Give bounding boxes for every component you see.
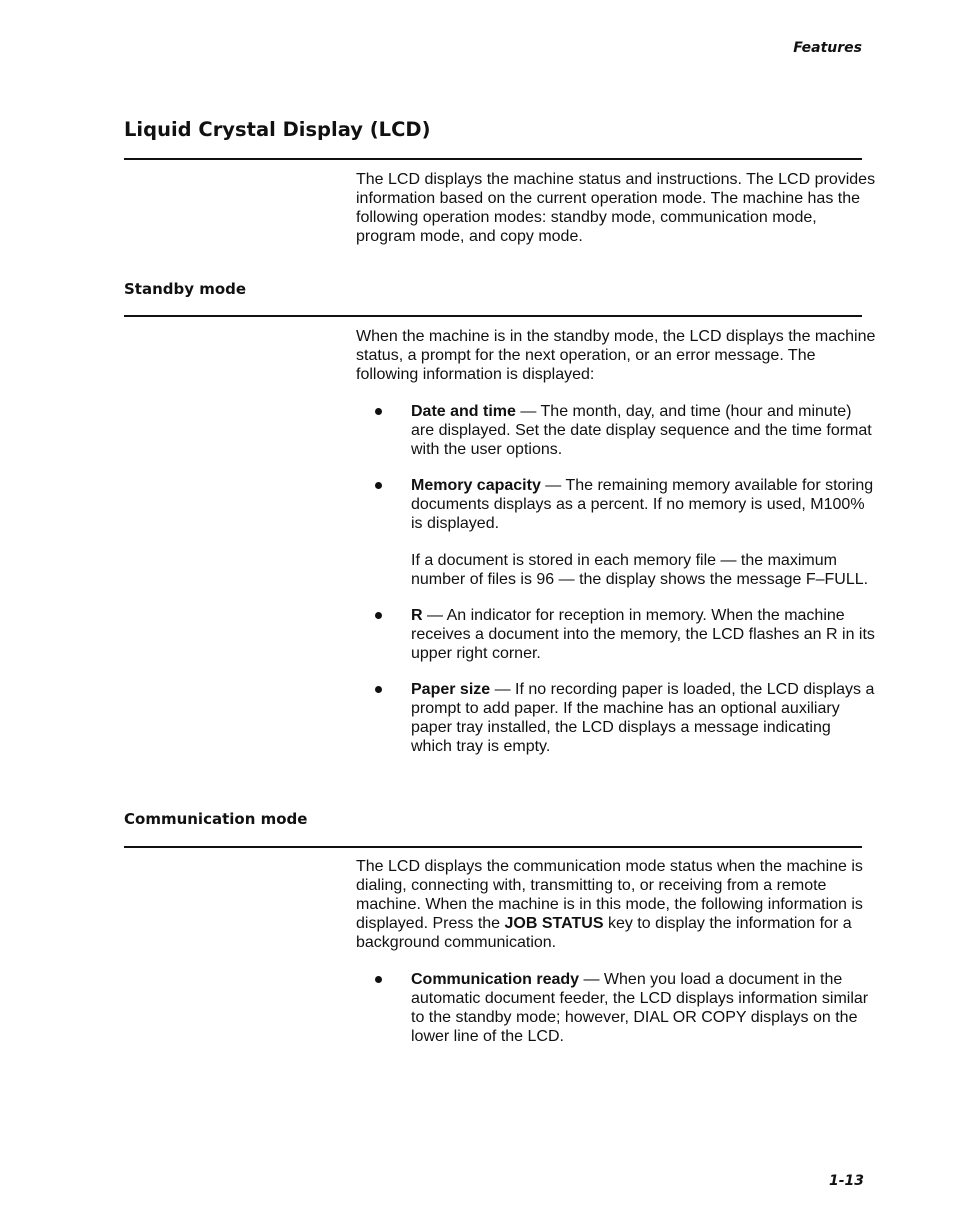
communication-mode-heading: Communication mode [124,810,308,828]
standby-mode-heading: Standby mode [124,280,247,298]
list-item-text [411,402,876,459]
bullet-icon [375,612,382,619]
list-item-term: Paper size [411,681,491,698]
list-item [356,476,876,589]
list-item [356,680,876,756]
bullet-icon [375,482,382,489]
intro-paragraph: The LCD displays the machine status and instructions. The LCD provides information based on the current operation mode. The machine has the following operation modes: standby mode, communication mode, program mode, and copy mode. [356,171,876,245]
communication-intro-paragraph [356,857,876,952]
communication-mode-section [356,857,876,1046]
list-item-description: — The remaining memory available for storing documents displays as a percent. If no memory is used, M100% is displayed. [411,477,874,532]
list-item-description: — When you load a document in the automatic document feeder, the LCD displays information similar to the standby mode; however, DIAL OR COPY displays on the lower line of the LCD. [411,971,869,1045]
list-item [356,606,876,663]
list-item-term: R [411,607,423,624]
communication-intro-text: The LCD displays the communication mode status when the machine is dialing, connecting with, transmitting to, or receiving from a remote machine. When the machine is in this mode, the following information is displayed. Press the [356,858,863,932]
job-status-key-label: JOB STATUS [504,915,604,932]
standby-intro-paragraph: When the machine is in the standby mode, the LCD displays the machine status, a prompt for the next operation, or an error message. The following information is displayed: [356,328,876,383]
bullet-icon [375,686,382,693]
standby-mode-section [356,327,876,756]
list-item-text [411,970,876,1046]
list-item [356,402,876,459]
list-item-description: — The month, day, and time (hour and minute) are displayed. Set the date display sequence and the time format with the user options. [411,403,872,458]
list-item-extra-paragraph: If a document is stored in each memory file — the maximum number of files is 96 — the display shows the message F–FULL. [411,552,869,588]
list-item-description: — If no recording paper is loaded, the LCD displays a prompt to add paper. If the machine has an optional auxiliary paper tray installed, the LCD displays a message indicating which tray is empty. [411,681,875,755]
standby-mode-rule [124,315,862,317]
intro-section [356,170,876,246]
list-item-description: — An indicator for reception in memory. When the machine receives a document into the memory, the LCD flashes an R in its upper right corner. [411,607,875,662]
page-number: 1-13 [828,1173,864,1189]
bullet-icon [375,408,382,415]
standby-info-list [356,402,876,756]
list-item-text [411,606,876,663]
bullet-icon [375,976,382,983]
list-item-term: Memory capacity [411,477,541,494]
communication-info-list [356,970,876,1046]
communication-mode-rule [124,846,862,848]
list-item-text [411,476,876,533]
list-item [356,970,876,1046]
title-rule [124,158,862,160]
list-item-term: Date and time [411,403,516,420]
list-item-text [411,680,876,756]
running-header: Features [793,40,862,56]
communication-intro-text-end: key to display the information for a background communication. [356,915,852,951]
page-title: Liquid Crystal Display (LCD) [124,118,431,141]
list-item-term: Communication ready [411,971,580,988]
